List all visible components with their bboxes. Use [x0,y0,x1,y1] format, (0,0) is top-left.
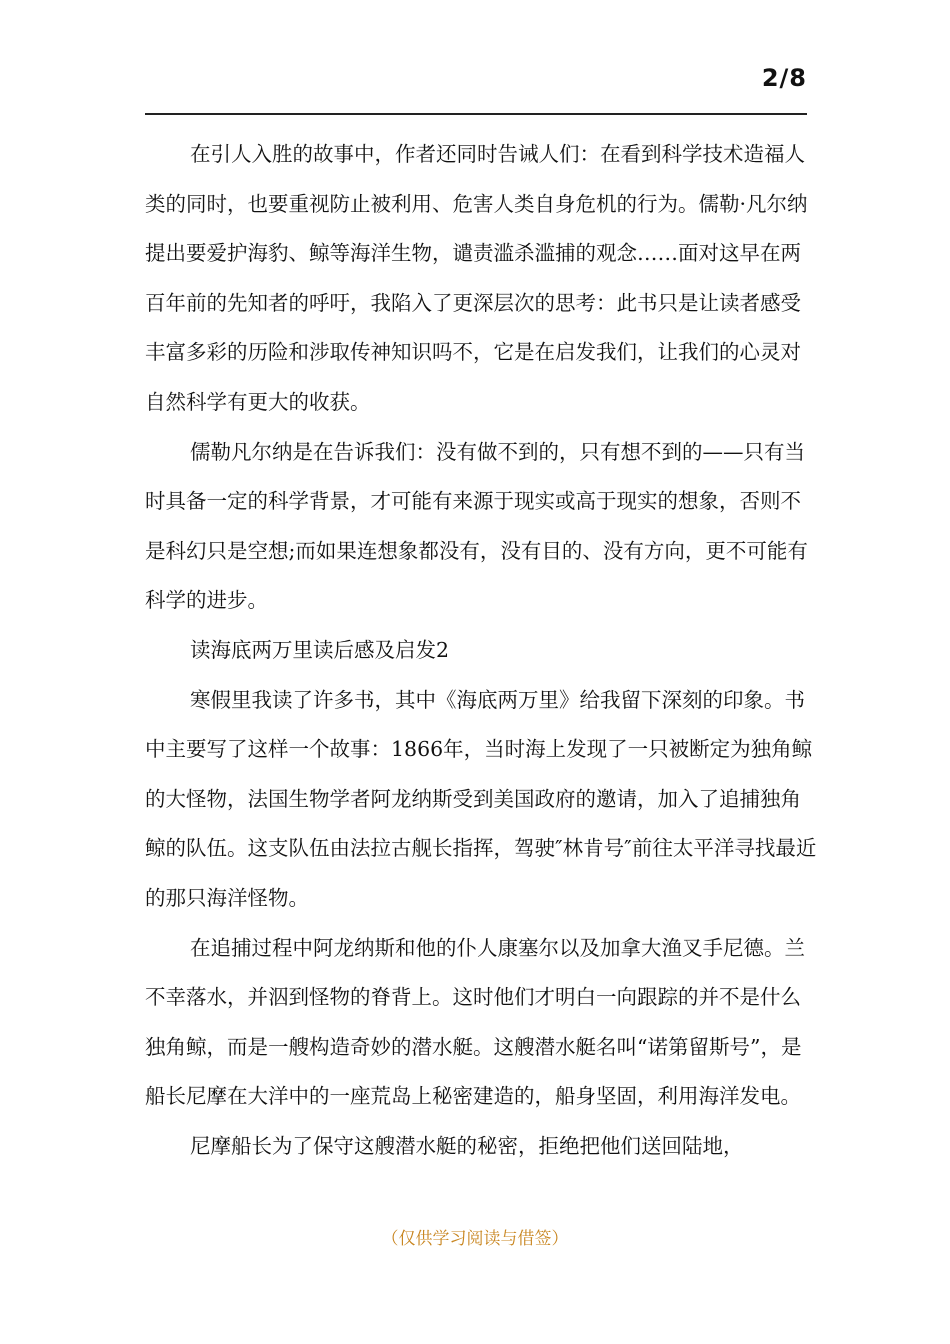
page-number: 2/8 [761,64,807,92]
paragraph: 儒勒凡尔纳是在告诉我们：没有做不到的，只有想不到的——只有当时具备一定的科学背景，才可能有来源于现实或高于现实的想象，否则不是科幻只是空想;而如果连想象都没有，没有目的、没有方向，更不可能有科学的进步。 [145,439,808,613]
footer-note: （仅供学习阅读与借签） [381,1229,569,1249]
document-body [145,130,817,1171]
section-heading: 读海底两万里读后感及启发2 [190,637,450,662]
paragraph: 尼摩船长为了保守这艘潜水艇的秘密，拒绝把他们送回陆地， [190,1133,744,1158]
page-header [145,64,807,100]
paragraph: 寒假里我读了许多书，其中《海底两万里》给我留下深刻的印象。书中主要写了这样一个故事：1866年，当时海上发现了一只被断定为独角鲸的大怪物，法国生物学者阿龙纳斯受到美国政府的邀请，加入了追捕独角鲸的队伍。这支队伍由法拉古舰长指挥，驾驶″林肯号″前往太平洋寻找最近的那只海洋怪物。 [145,687,817,910]
paragraph: 在追捕过程中阿龙纳斯和他的仆人康塞尔以及加拿大渔叉手尼德。兰不幸落水，并泅到怪物的脊背上。这时他们才明白一向跟踪的并不是什么独角鲸，而是一艘构造奇妙的潜水艇。这艘潜水艇名叫“诺第留斯号”，是船长尼摩在大洋中的一座荒岛上秘密建造的，船身坚固，利用海洋发电。 [145,935,805,1109]
paragraph: 在引人入胜的故事中，作者还同时告诫人们：在看到科学技术造福人类的同时，也要重视防止被利用、危害人类自身危机的行为。儒勒·凡尔纳提出要爱护海豹、鲸等海洋生物，谴责滥杀滥捕的观念……面对这早在两百年前的先知者的呼吁，我陷入了更深层次的思考：此书只是让读者感受丰富多彩的历险和涉取传神知识吗不，它是在启发我们，让我们的心灵对自然科学有更大的收获。 [145,142,808,414]
header-divider [145,113,807,115]
